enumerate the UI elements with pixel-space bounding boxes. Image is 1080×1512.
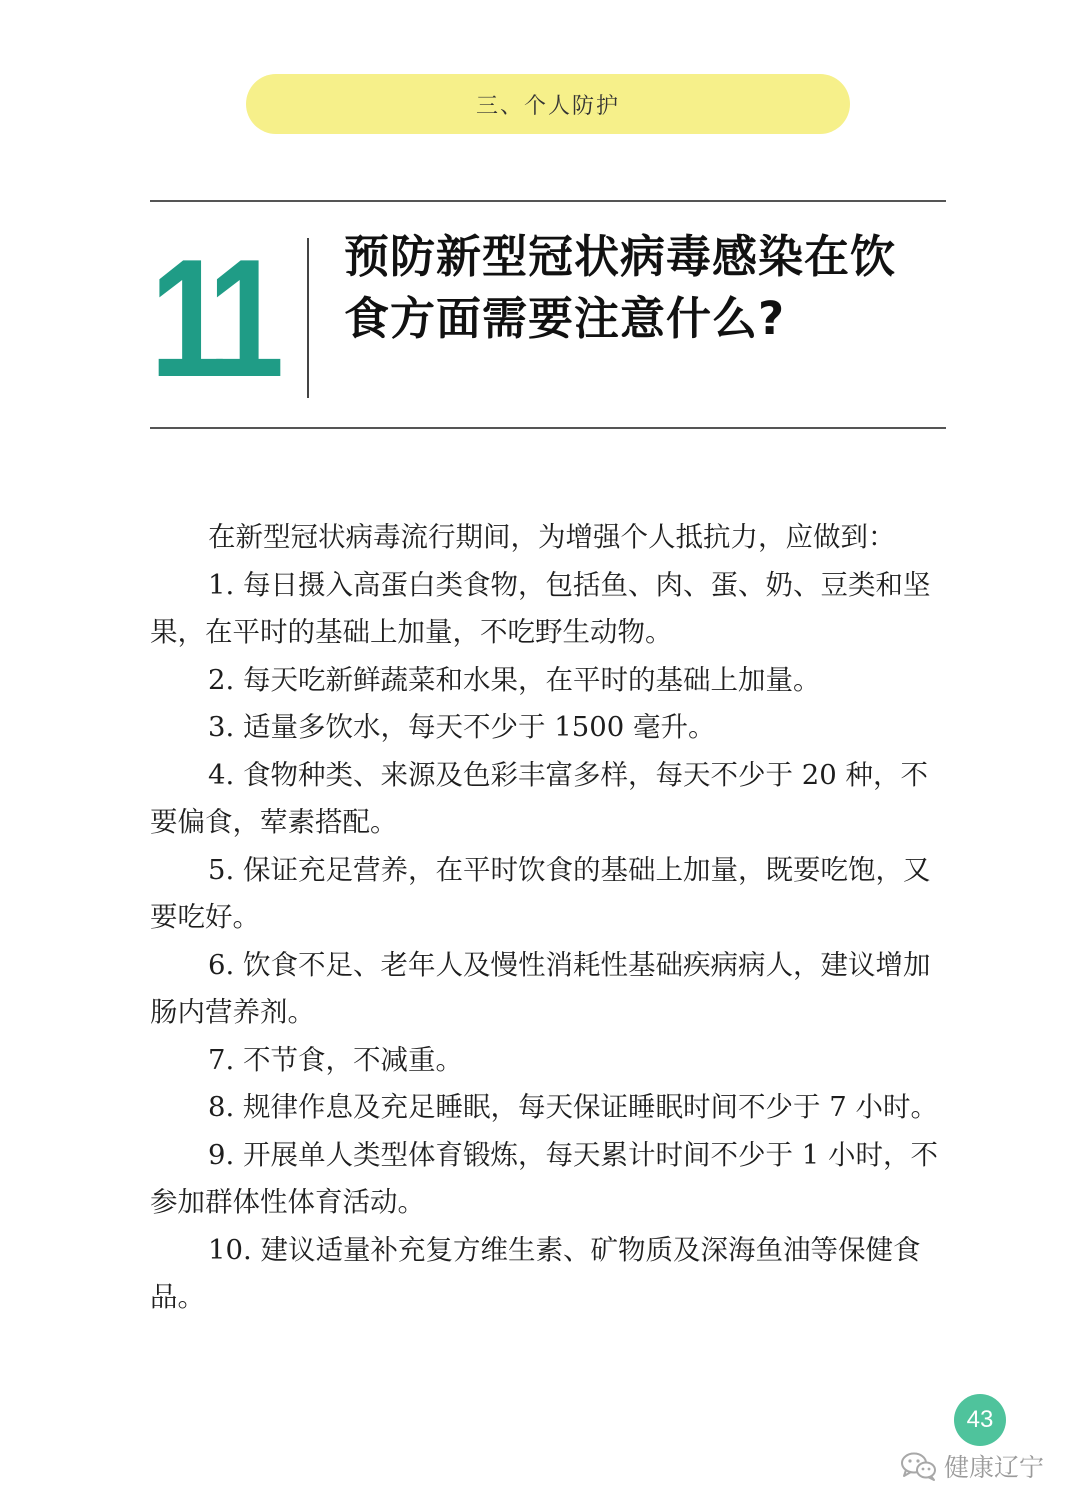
watermark-text: 健康辽宁 — [944, 1453, 1045, 1482]
section-label: 三、个人防护 — [475, 93, 620, 119]
list-item: 4. 食物种类、来源及色彩丰富多样，每天不少于 20 种，不要偏食，荤素搭配。 — [150, 758, 928, 838]
question-title-line-2: 食方面需要注意什么? — [344, 292, 786, 345]
list-item: 3. 适量多饮水，每天不少于 1500 毫升。 — [208, 711, 716, 743]
list-item: 1. 每日摄入高蛋白类食物，包括鱼、肉、蛋、奶、豆类和坚果，在平时的基础上加量，不吃野生动物。 — [150, 568, 931, 648]
list-item: 6. 饮食不足、老年人及慢性消耗性基础疾病病人，建议增加肠内营养剂。 — [150, 948, 931, 1028]
list-item: 2. 每天吃新鲜蔬菜和水果，在平时的基础上加量。 — [208, 663, 821, 696]
list-item: 8. 规律作息及充足睡眠，每天保证睡眠时间不少于 7 小时。 — [208, 1091, 938, 1123]
page-number: 43 — [966, 1406, 994, 1433]
body-text — [150, 514, 946, 1322]
section-header-pill — [246, 74, 850, 134]
list-item: 10. 建议适量补充复方维生素、矿物质及深海鱼油等保健食品。 — [150, 1233, 921, 1313]
question-number: 11 — [150, 224, 273, 412]
wechat-icon — [900, 1451, 938, 1481]
body-intro: 在新型冠状病毒流行期间，为增强个人抵抗力，应做到： — [208, 521, 896, 553]
question-title — [344, 226, 944, 350]
list-item: 7. 不节食，不减重。 — [208, 1043, 463, 1076]
watermark — [900, 1446, 1044, 1486]
list-item: 5. 保证充足营养，在平时饮食的基础上加量，既要吃饱，又要吃好。 — [150, 853, 931, 933]
bottom-divider — [150, 427, 946, 429]
vertical-divider — [307, 238, 309, 398]
list-item: 9. 开展单人类型体育锻炼，每天累计时间不少于 1 小时，不参加群体性体育活动。 — [150, 1138, 938, 1218]
question-title-line-1: 预防新型冠状病毒感染在饮 — [344, 230, 897, 283]
top-divider — [150, 200, 946, 202]
page-number-badge — [954, 1394, 1006, 1446]
